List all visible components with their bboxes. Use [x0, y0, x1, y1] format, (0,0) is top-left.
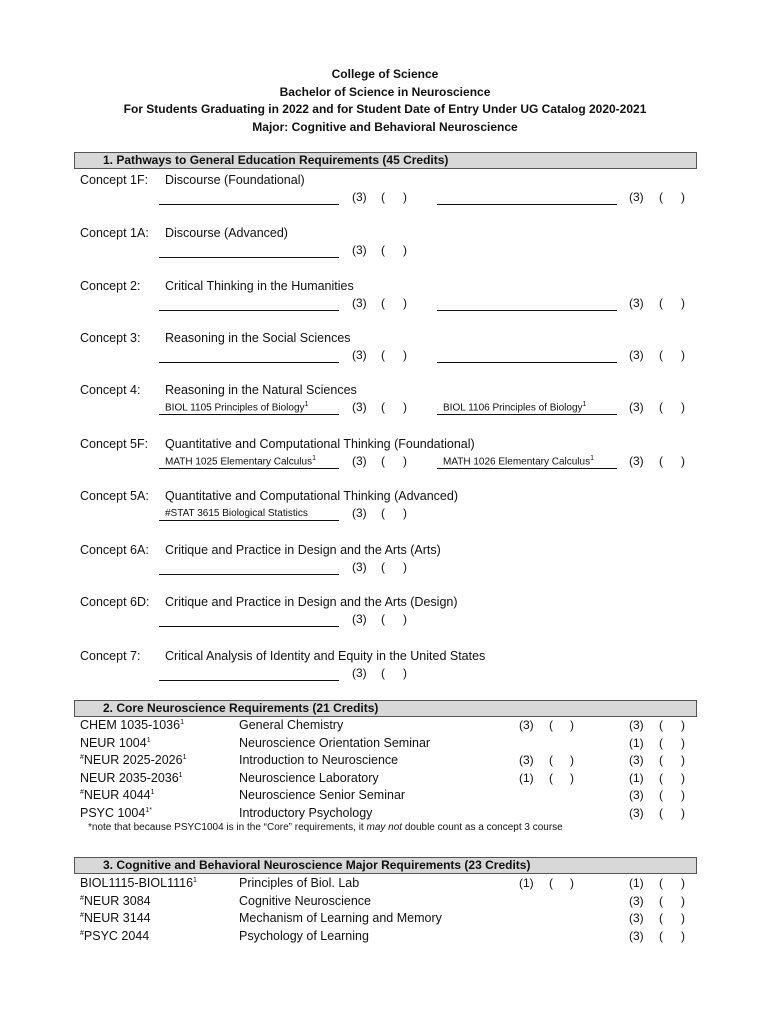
course-entry-line[interactable] [159, 612, 339, 627]
course-entry-line[interactable] [159, 348, 339, 363]
concept-label: Concept 3: [80, 331, 141, 345]
course-code-text: NEUR 3084 [83, 893, 151, 908]
course-entry-line[interactable] [437, 190, 617, 205]
concept-description: Quantitative and Computational Thinking (Foundational) [165, 437, 475, 451]
course-code-text: NEUR 4044 [83, 788, 151, 802]
concept-description: Quantitative and Computational Thinking (Advanced) [165, 489, 458, 503]
course-code [80, 718, 184, 732]
course-entry-line[interactable] [159, 400, 339, 415]
credit-value: (3) [352, 612, 367, 626]
grade-paren-open: ( [381, 348, 385, 362]
credit-value: (3) [629, 190, 644, 204]
course-name: BIOL 1105 Principles of Biology$^1$ [165, 400, 309, 413]
grade-paren-close: ) [681, 718, 685, 732]
grade-paren-open: ( [659, 770, 663, 785]
course-entry-line[interactable] [437, 454, 617, 469]
grade-paren-close: ) [681, 454, 685, 468]
footnote-mark: 1 [312, 454, 317, 462]
grade-paren-open: ( [659, 718, 663, 732]
grade-paren-close: ) [570, 876, 574, 890]
note-text-2: double count as a concept 3 course [402, 822, 563, 833]
footnote-mark: 1 [590, 454, 595, 462]
course-title: Introduction to Neuroscience [239, 753, 399, 767]
course-code-text: BIOL1115-BIOL1116 [80, 876, 194, 890]
course-title: Mechanism of Learning and Memory [239, 911, 442, 925]
grade-paren-open: ( [659, 296, 663, 310]
grade-paren-close: ) [681, 348, 685, 362]
course-name: MATH 1025 Elementary Calculus$^1$ [165, 454, 317, 467]
grade-paren-close: ) [570, 753, 574, 767]
grade-paren-open: ( [549, 770, 553, 785]
grade-paren-open: ( [659, 876, 663, 890]
course-code-text: NEUR 3144 [83, 911, 151, 925]
course-code-text: NEUR 2025-2026 [83, 753, 183, 767]
grade-paren-open: ( [659, 753, 663, 767]
course-code [80, 788, 155, 802]
footnote-mark: 1 [193, 876, 197, 884]
section-1-heading: 1. Pathways to General Education Requirements (45 Credits) [74, 152, 697, 169]
course-entry-line[interactable] [159, 190, 339, 205]
concept-label: Concept 1A: [80, 226, 149, 240]
note-emphasis: may not [366, 822, 403, 833]
grade-paren-open: ( [549, 876, 553, 890]
course-entry-line[interactable] [159, 243, 339, 258]
credit-value: (3) [352, 296, 367, 310]
concept-description: Critique and Practice in Design and the Arts (Arts) [165, 543, 441, 557]
footnote-mark: 1 [150, 788, 155, 796]
grade-paren-open: ( [381, 454, 385, 468]
grade-paren-open: ( [659, 928, 663, 943]
grade-paren-open: ( [549, 718, 553, 732]
concept-description: Discourse (Advanced) [165, 226, 288, 240]
prereq-mark: # [80, 911, 84, 919]
concept-description: Reasoning in the Social Sciences [165, 331, 351, 345]
grade-paren-close: ) [403, 666, 407, 680]
concept-label: Concept 6D: [80, 595, 150, 609]
grade-paren-close: ) [681, 893, 685, 908]
grade-paren-open: ( [659, 893, 663, 908]
note-text-1: *note that because PSYC1004 is in the “Core” requirements, it [88, 822, 367, 833]
credit-value: (3) [629, 753, 644, 767]
college-name: College of Science [331, 67, 439, 81]
course-title: Neuroscience Senior Seminar [239, 788, 406, 802]
course-code [80, 894, 151, 908]
footnote-mark: 1 [582, 400, 587, 408]
concept-label: Concept 1F: [80, 173, 149, 187]
document-header [0, 66, 770, 136]
credit-value: (3) [519, 753, 534, 767]
grade-paren-close: ) [403, 400, 407, 414]
concept-description: Critical Analysis of Identity and Equity in the United States [165, 649, 486, 663]
grade-paren-close: ) [403, 190, 407, 204]
grade-paren-close: ) [681, 911, 685, 925]
credit-value: (3) [629, 454, 644, 468]
course-code [80, 806, 152, 820]
concept-label: Concept 7: [80, 649, 141, 663]
major-name: Major: Cognitive and Behavioral Neuroscience [252, 119, 518, 134]
section-2-heading: 2. Core Neuroscience Requirements (21 Credits) [74, 700, 697, 717]
concept-label: Concept 6A: [80, 543, 149, 557]
credit-value: (3) [629, 928, 644, 943]
course-entry-line[interactable] [437, 400, 617, 415]
course-title: General Chemistry [239, 718, 344, 732]
credit-value: (3) [629, 788, 644, 802]
credit-value: (3) [352, 348, 367, 362]
footnote-mark: 1 [146, 736, 151, 744]
grade-paren-open: ( [549, 753, 553, 767]
grade-paren-open: ( [659, 805, 663, 820]
grade-paren-close: ) [681, 770, 685, 785]
course-title: Introductory Psychology [239, 805, 373, 820]
concept-label: Concept 5F: [80, 437, 149, 451]
concept-description: Critical Thinking in the Humanities [165, 279, 354, 293]
credit-value: (3) [629, 296, 644, 310]
credit-value: (3) [352, 243, 367, 257]
grade-paren-close: ) [403, 243, 407, 257]
footnote-mark: 1* [145, 806, 152, 814]
concept-description: Discourse (Foundational) [165, 173, 305, 187]
footnote-mark: 1 [180, 718, 184, 726]
course-code-text: PSYC 2044 [83, 928, 150, 943]
course-title: Principles of Biol. Lab [239, 876, 360, 890]
credit-value: (3) [629, 893, 644, 908]
grade-paren-close: ) [681, 753, 685, 767]
core-note [88, 822, 563, 833]
course-code-text: NEUR 1004 [80, 735, 147, 750]
footnote-mark: 1 [178, 771, 183, 779]
credit-value: (3) [629, 805, 644, 820]
credit-value: (3) [352, 454, 367, 468]
credit-value: (3) [352, 400, 367, 414]
prereq-mark: # [80, 894, 84, 902]
grade-paren-close: ) [403, 454, 407, 468]
concept-description: Reasoning in the Natural Sciences [165, 383, 357, 397]
course-name: MATH 1026 Elementary Calculus$^1$ [443, 454, 595, 467]
course-title: Psychology of Learning [239, 928, 369, 943]
concept-label: Concept 2: [80, 279, 141, 293]
credit-value: (1) [629, 735, 644, 750]
grade-paren-close: ) [681, 400, 685, 414]
grade-paren-close: ) [681, 876, 685, 890]
credit-value: (3) [629, 348, 644, 362]
grade-paren-open: ( [381, 506, 385, 520]
course-code [80, 911, 151, 925]
credit-value: (3) [519, 718, 534, 732]
footnote-mark: 1 [182, 753, 187, 761]
course-code [80, 771, 183, 785]
credit-value: (3) [629, 911, 644, 925]
course-name: BIOL 1106 Principles of Biology$^1$ [443, 400, 587, 413]
credit-value: (3) [352, 666, 367, 680]
section-3-heading: 3. Cognitive and Behavioral Neuroscience Major Requirements (23 Credits) [74, 857, 697, 874]
course-entry-line[interactable] [437, 348, 617, 363]
grade-paren-close: ) [403, 348, 407, 362]
grade-paren-open: ( [381, 612, 385, 626]
course-name: #STAT 3615 Biological Statistics [165, 508, 308, 519]
catalog-line: For Students Graduating in 2022 and for Student Date of Entry Under UG Catalog 2020-2021 [123, 102, 647, 116]
credit-value: (3) [352, 190, 367, 204]
grade-paren-open: ( [659, 788, 663, 802]
course-entry-line[interactable] [159, 666, 339, 681]
grade-paren-close: ) [570, 718, 574, 732]
grade-paren-open: ( [381, 400, 385, 414]
grade-paren-open: ( [659, 348, 663, 362]
grade-paren-open: ( [659, 190, 663, 204]
grade-paren-close: ) [403, 560, 407, 574]
credit-value: (1) [629, 770, 644, 785]
credit-value: (3) [352, 506, 367, 520]
course-code-text: NEUR 2035-2036 [80, 770, 179, 785]
concept-label: Concept 5A: [80, 489, 149, 503]
course-code [80, 753, 186, 767]
concept-label: Concept 4: [80, 383, 141, 397]
prereq-mark: # [80, 753, 84, 761]
grade-paren-close: ) [403, 506, 407, 520]
grade-paren-open: ( [659, 400, 663, 414]
prereq-mark: # [80, 788, 84, 796]
course-title: Neuroscience Laboratory [239, 770, 379, 785]
course-entry-line[interactable] [159, 454, 339, 469]
credit-value: (3) [629, 400, 644, 414]
course-entry-line[interactable] [159, 560, 339, 575]
course-code-text: PSYC 1004 [80, 805, 146, 820]
grade-paren-close: ) [681, 190, 685, 204]
course-title: Neuroscience Orientation Seminar [239, 735, 431, 750]
grade-paren-close: ) [403, 296, 407, 310]
grade-paren-close: ) [681, 788, 685, 802]
prereq-mark: # [80, 929, 84, 937]
grade-paren-open: ( [381, 296, 385, 310]
credit-value: (3) [352, 560, 367, 574]
course-entry-line[interactable] [159, 296, 339, 311]
grade-paren-close: ) [403, 612, 407, 626]
course-code [80, 736, 151, 750]
grade-paren-open: ( [381, 190, 385, 204]
concept-description: Critique and Practice in Design and the Arts (Design) [165, 595, 458, 609]
credit-value: (3) [629, 718, 644, 732]
course-code [80, 876, 197, 890]
grade-paren-close: ) [681, 735, 685, 750]
course-entry-line[interactable] [159, 506, 339, 521]
course-title: Cognitive Neuroscience [239, 893, 372, 908]
grade-paren-close: ) [681, 296, 685, 310]
grade-paren-open: ( [659, 454, 663, 468]
credit-value: (1) [629, 876, 644, 890]
credit-value: (1) [519, 876, 534, 890]
footnote-mark: 1 [304, 400, 309, 408]
grade-paren-open: ( [381, 243, 385, 257]
grade-paren-open: ( [659, 911, 663, 925]
grade-paren-open: ( [381, 666, 385, 680]
degree-name: Bachelor of Science in Neuroscience [279, 84, 491, 99]
grade-paren-close: ) [681, 805, 685, 820]
grade-paren-open: ( [381, 560, 385, 574]
grade-paren-close: ) [570, 770, 574, 785]
grade-paren-close: ) [681, 928, 685, 943]
course-entry-line[interactable] [437, 296, 617, 311]
course-code [80, 929, 149, 943]
credit-value: (1) [519, 770, 534, 785]
course-code-text: CHEM 1035-1036 [80, 718, 181, 732]
grade-paren-open: ( [659, 735, 663, 750]
